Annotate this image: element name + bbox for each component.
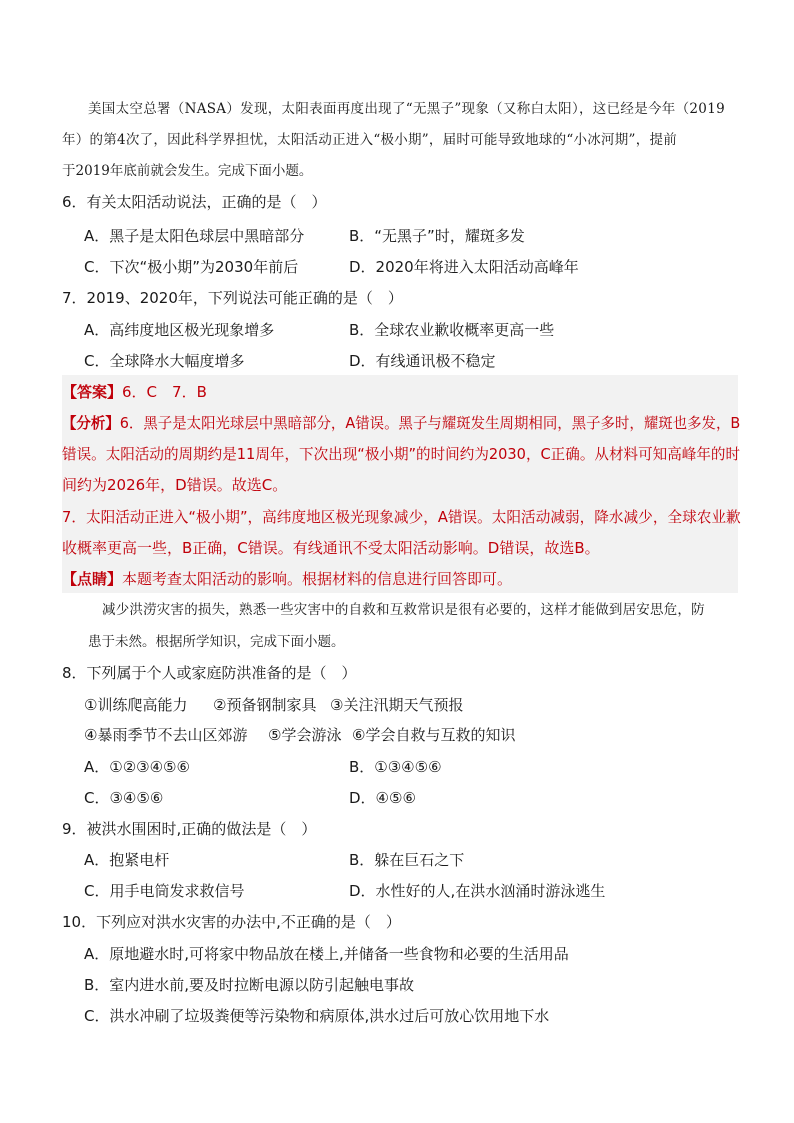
q8-item-4: ④暴雨季节不去山区郊游 [84,726,248,744]
q10-option-a: A．原地避水时,可将家中物品放在楼上,并储备一些食物和必要的生活用品 [84,945,569,963]
comment-text: 本题考查太阳活动的影响。根据材料的信息进行回答即可。 [122,570,513,588]
analysis-tag: 【分析】 [62,414,120,432]
q7-option-d: D．有线通讯极不稳定 [349,352,496,370]
analysis-line2: 错误。太阳活动的周期约是11周年，下次出现“极小期”的时间约为2030，C正确。从材料可知高峰年的时 [62,445,741,463]
analysis-line1 [62,413,740,433]
q10-option-c: C．洪水冲刷了垃圾粪便等污染物和病原体,洪水过后可放心饮用地下水 [84,1007,550,1025]
q9-option-b: B．躲在巨石之下 [349,851,465,869]
q8-option-d: D．④⑤⑥ [349,789,416,807]
q8-stem: 8．下列属于个人或家庭防洪准备的是（ ） [62,664,357,682]
q9-option-c: C．用手电筒发求救信号 [84,882,245,900]
comment-tag: 【点睛】 [62,570,123,588]
q6-option-a: A．黑子是太阳色球层中黑暗部分 [84,227,305,245]
q8-option-c: C．③④⑤⑥ [84,789,164,807]
q10-stem: 10．下列应对洪水灾害的办法中,不正确的是（ ） [62,913,401,931]
q6-option-d: D．2020年将进入太阳活动高峰年 [349,258,579,276]
q8-item-6: ⑥学会自救与互救的知识 [352,726,516,744]
passage2-line2: 患于未然。根据所学知识，完成下面小题。 [88,634,345,650]
q7-stem: 7．2019、2020年，下列说法可能正确的是（ ） [62,289,403,307]
q8-option-b: B．①③④⑤⑥ [349,758,442,776]
q7-option-c: C．全球降水大幅度增多 [84,352,245,370]
q6-stem: 6．有关太阳活动说法，正确的是（ ） [62,193,327,211]
passage1-line3: 于2019年底前就会发生。完成下面小题。 [62,163,313,179]
q9-option-a: A．抱紧电杆 [84,851,170,869]
analysis-line4: 7．太阳活动正进入“极小期”，高纬度地区极光现象减少，A错误。太阳活动减弱，降水减少，全球农业歉 [62,508,741,526]
q6-option-c: C．下次“极小期”为2030年前后 [84,258,299,276]
answer-tag: 【答案】 [62,383,123,401]
answer-text: 6．C 7．B [122,383,207,401]
q7-option-a: A．高纬度地区极光现象增多 [84,321,275,339]
q6-option-b: B．“无黑子”时，耀斑多发 [349,227,525,245]
q10-option-b: B．室内进水前,要及时拉断电源以防引起触电事故 [84,976,415,994]
q8-item-2: ②预备钢制家具 [213,696,317,714]
q8-item-5: ⑤学会游泳 [268,726,342,744]
analysis-line5: 收概率更高一些，B正确，C错误。有线通讯不受太阳活动影响。D错误，故选B。 [62,539,600,557]
q8-item-1: ①训练爬高能力 [84,696,188,714]
analysis-line3: 间约为2026年，D错误。故选C。 [62,476,288,494]
comment-line [62,569,512,589]
passage1-line2: 年）的第4次了，因此科学界担忧，太阳活动正进入“极小期”，届时可能导致地球的“小冰河期”，提前 [62,132,677,148]
q8-option-a: A．①②③④⑤⑥ [84,758,190,776]
passage2-line1: 减少洪涝灾害的损失，熟悉一些灾害中的自救和互救常识是很有必要的，这样才能做到居安思危，防 [102,602,705,618]
passage1-line1: 美国太空总署（NASA）发现，太阳表面再度出现了“无黑子”现象（又称白太阳），这已经是今年（2019 [88,101,725,117]
answer-line [62,382,207,402]
q9-stem: 9．被洪水围困时,正确的做法是（ ） [62,820,317,838]
analysis-text1: 6．黑子是太阳光球层中黑暗部分，A错误。黑子与耀斑发生周期相同，黑子多时，耀斑也多发，B [119,414,741,432]
q7-option-b: B．全球农业歉收概率更高一些 [349,321,555,339]
q9-option-d: D．水性好的人,在洪水汹涌时游泳逃生 [349,882,606,900]
q8-item-3: ③关注汛期天气预报 [330,696,464,714]
